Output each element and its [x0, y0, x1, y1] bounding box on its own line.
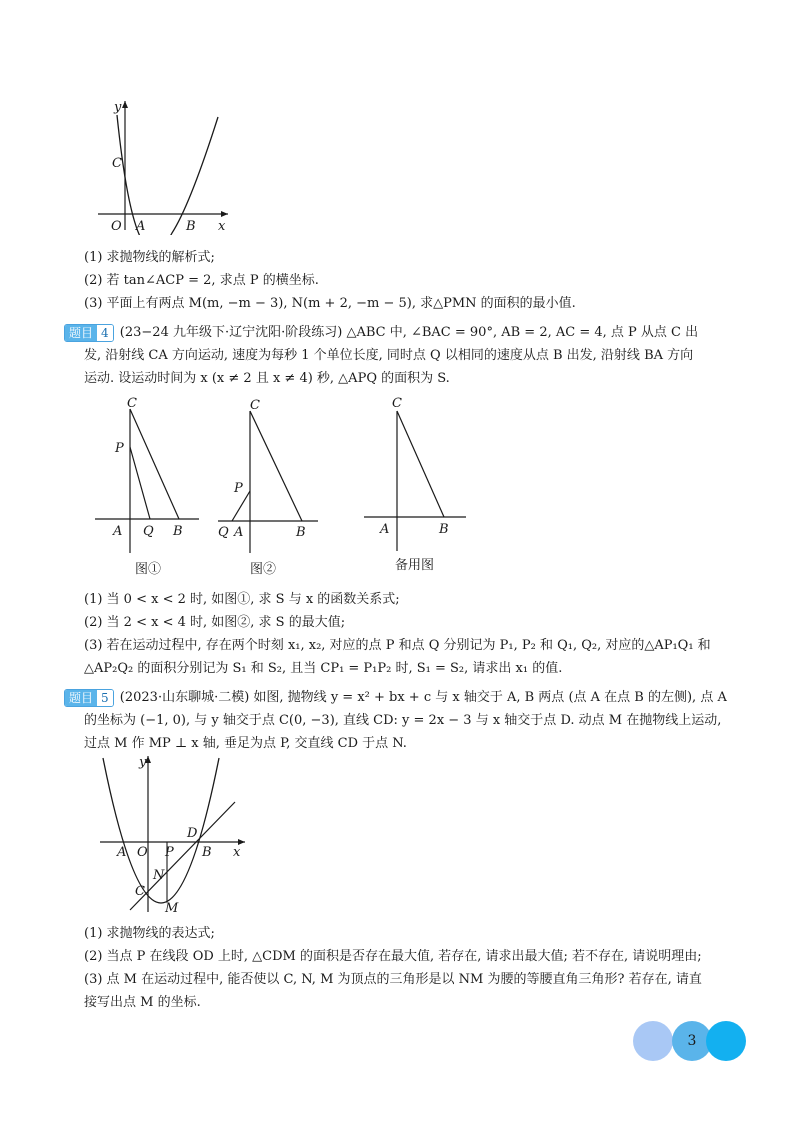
problem4-figure-2: [210, 395, 325, 580]
svg-text:A: A: [113, 524, 123, 539]
problem4-question-3-cont: △AP₂Q₂ 的面积分别记为 S₁ 和 S₂, 且当 CP₁ = P₁P₂ 时, S₁ = S₂, 请求出 x₁ 的值.: [84, 661, 563, 676]
figure-3-caption: 备用图: [395, 558, 435, 573]
svg-text:A: A: [380, 522, 390, 537]
svg-text:C: C: [392, 396, 402, 411]
svg-text:N: N: [153, 868, 165, 883]
svg-text:C: C: [135, 884, 145, 899]
svg-text:y: y: [139, 755, 147, 770]
label-c: C: [112, 156, 122, 171]
problem4-figure-1: [95, 395, 205, 580]
svg-text:O: O: [137, 845, 148, 860]
problem5-question-3: (3) 点 M 在运动过程中, 能否使以 C, N, M 为顶点的三角形是以 NM 为腰的等腰直角三角形? 若存在, 请直: [84, 972, 702, 987]
problem4-line-3: 运动. 设运动时间为 x (x ≠ 2 且 x ≠ 4) 秒, △APQ 的面积为 S.: [84, 371, 450, 386]
p3-question-2: (2) 若 tan∠ACP = 2, 求点 P 的横坐标.: [84, 273, 319, 288]
svg-text:Q: Q: [143, 524, 154, 539]
problem4-figure-3: [360, 393, 470, 578]
label-a: A: [136, 219, 146, 234]
svg-text:C: C: [127, 396, 137, 411]
p3-question-3: (3) 平面上有两点 M(m, −m − 3), N(m + 2, −m − 5), 求△PMN 的面积的最小值.: [84, 296, 576, 311]
label-x: x: [218, 219, 226, 234]
problem5-question-2: (2) 当点 P 在线段 OD 上时, △CDM 的面积是否存在最大值, 若存在, 请求出最大值; 若不存在, 请说明理由;: [84, 949, 702, 964]
problem5-line-1: [64, 688, 727, 708]
problem5-line-3: 过点 M 作 MP ⊥ x 轴, 垂足为点 P, 交直线 CD 于点 N.: [84, 736, 407, 751]
problem5-intro-text: (2023·山东聊城·二模) 如图, 抛物线 y = x² + bx + c 与 x 轴交于 A, B 两点 (点 A 在点 B 的左侧), 点 A: [119, 690, 727, 705]
y-axis-arrow: [122, 101, 128, 108]
problem4-line-2: 发, 沿射线 CA 方向运动, 速度为每秒 1 个单位长度, 同时点 Q 以相同的速度从点 B 出发, 沿射线 BA 方向: [84, 348, 694, 363]
label-b: B: [186, 219, 196, 234]
problem4-question-2: (2) 当 2 < x < 4 时, 如图②, 求 S 的最大值;: [84, 615, 346, 630]
svg-text:B: B: [202, 845, 212, 860]
page-number: 3: [687, 1033, 697, 1049]
problem5-question-3-cont: 接写出点 M 的坐标.: [84, 995, 201, 1010]
problem5-figure: [95, 752, 255, 917]
problem4-tag: 题目 4: [64, 324, 114, 342]
figure-parabola-top: [90, 95, 240, 235]
problem5-question-1: (1) 求抛物线的表达式;: [84, 926, 215, 941]
figure-2-caption: 图②: [250, 562, 277, 577]
svg-text:B: B: [296, 525, 306, 540]
svg-text:B: B: [173, 524, 183, 539]
svg-text:C: C: [250, 398, 260, 413]
problem4-line-1: [64, 323, 698, 343]
parabola-curve: [117, 115, 218, 235]
figure-1-caption: 图①: [135, 562, 162, 577]
problem5-tag: 题目 5: [64, 689, 114, 707]
p3-question-1: (1) 求抛物线的解析式;: [84, 250, 215, 265]
problem4-question-1: (1) 当 0 < x < 2 时, 如图①, 求 S 与 x 的函数关系式;: [84, 592, 400, 607]
svg-text:Q: Q: [218, 525, 229, 540]
problem4-question-3: (3) 若在运动过程中, 存在两个时刻 x₁, x₂, 对应的点 P 和点 Q 分别记为 P₁, P₂ 和 Q₁, Q₂, 对应的△AP₁Q₁ 和: [84, 638, 711, 653]
svg-text:A: A: [234, 525, 244, 540]
label-y: y: [114, 100, 122, 115]
page-circle-light: [633, 1021, 673, 1061]
problem5-line-2: 的坐标为 (−1, 0), 与 y 轴交于点 C(0, −3), 直线 CD: y = 2x − 3 与 x 轴交于点 D. 动点 M 在抛物线上运动,: [84, 713, 722, 728]
page-circle-dark: [706, 1021, 746, 1061]
svg-text:P: P: [165, 845, 174, 860]
problem4-intro-text: (23−24 九年级下·辽宁沈阳·阶段练习) △ABC 中, ∠BAC = 90°, AB = 2, AC = 4, 点 P 从点 C 出: [119, 325, 699, 340]
x-axis-arrow: [221, 211, 228, 217]
svg-text:P: P: [115, 441, 124, 456]
svg-text:M: M: [165, 901, 179, 916]
svg-text:D: D: [187, 826, 198, 841]
svg-text:x: x: [233, 845, 241, 860]
svg-text:B: B: [439, 522, 449, 537]
svg-text:P: P: [234, 481, 243, 496]
svg-text:A: A: [117, 845, 127, 860]
label-o: O: [111, 219, 122, 234]
